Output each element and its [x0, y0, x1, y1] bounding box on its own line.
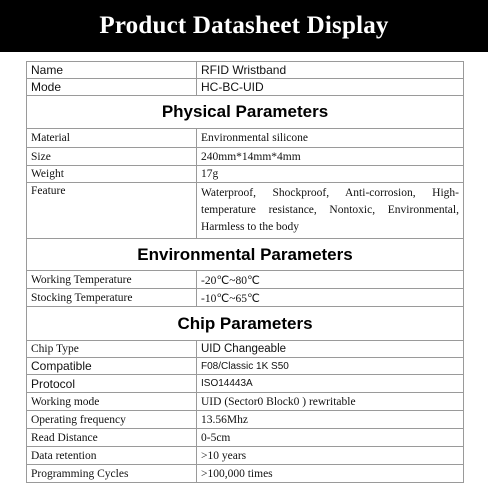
- row-label: Size: [27, 148, 197, 165]
- row-label: Protocol: [27, 375, 197, 392]
- table-row: [27, 392, 463, 410]
- table-row: [27, 128, 463, 147]
- row-label: Feature: [27, 183, 197, 238]
- row-label: Compatible: [27, 358, 197, 374]
- row-value: -20℃~80℃: [201, 274, 260, 287]
- section-heading-physical: Physical Parameters: [27, 95, 463, 128]
- row-label: Material: [27, 129, 197, 147]
- row-value: RFID Wristband: [201, 63, 287, 77]
- row-label: Read Distance: [27, 429, 197, 446]
- row-value: HC-BC-UID: [201, 80, 264, 94]
- row-value: 0-5cm: [201, 431, 231, 444]
- row-label: Programming Cycles: [27, 465, 197, 482]
- row-value: -10℃~65℃: [201, 292, 260, 305]
- table-row-feature: [27, 182, 463, 238]
- row-label: Name: [27, 62, 197, 78]
- table-row-mode: [27, 78, 463, 95]
- row-label: Data retention: [27, 447, 197, 464]
- table-row: [27, 288, 463, 306]
- table-row: [27, 464, 463, 482]
- row-value: UID Changeable: [201, 343, 287, 355]
- row-value: Environmental silicone: [201, 132, 308, 144]
- table-row: [27, 165, 463, 182]
- row-value: 13.56Mhz: [201, 413, 248, 426]
- table-row: [27, 446, 463, 464]
- row-value: F08/Classic 1K S50: [201, 360, 289, 372]
- row-label: Stocking Temperature: [27, 289, 197, 306]
- datasheet-table: [26, 61, 464, 483]
- row-label: Chip Type: [27, 341, 197, 357]
- table-row-name: [27, 61, 463, 78]
- row-label: Working Temperature: [27, 271, 197, 288]
- section-heading-environmental: Environmental Parameters: [27, 238, 463, 270]
- row-value: >100,000 times: [201, 467, 273, 480]
- row-value: 17g: [201, 168, 219, 180]
- page-banner: [0, 0, 488, 52]
- row-label: Weight: [27, 166, 197, 182]
- row-value: Waterproof, Shockproof, Anti-corrosion, High-temperature resistance, Nontoxic, Environmental, Harmless to the body: [201, 187, 459, 233]
- table-row: [27, 374, 463, 392]
- table-row: [27, 270, 463, 288]
- row-value: >10 years: [201, 449, 247, 462]
- row-label: Working mode: [27, 393, 197, 410]
- section-heading-chip: Chip Parameters: [27, 306, 463, 340]
- row-value: ISO14443A: [201, 378, 253, 389]
- table-row: [27, 357, 463, 374]
- table-row: [27, 340, 463, 357]
- row-label: Operating frequency: [27, 411, 197, 428]
- table-row: [27, 147, 463, 165]
- row-label: Mode: [27, 79, 197, 95]
- table-row: [27, 428, 463, 446]
- page-title: Product Datasheet Display: [99, 12, 389, 39]
- row-value: 240mm*14mm*4mm: [201, 150, 301, 163]
- table-row: [27, 410, 463, 428]
- row-value: UID (Sector0 Block0 ) rewritable: [201, 395, 356, 408]
